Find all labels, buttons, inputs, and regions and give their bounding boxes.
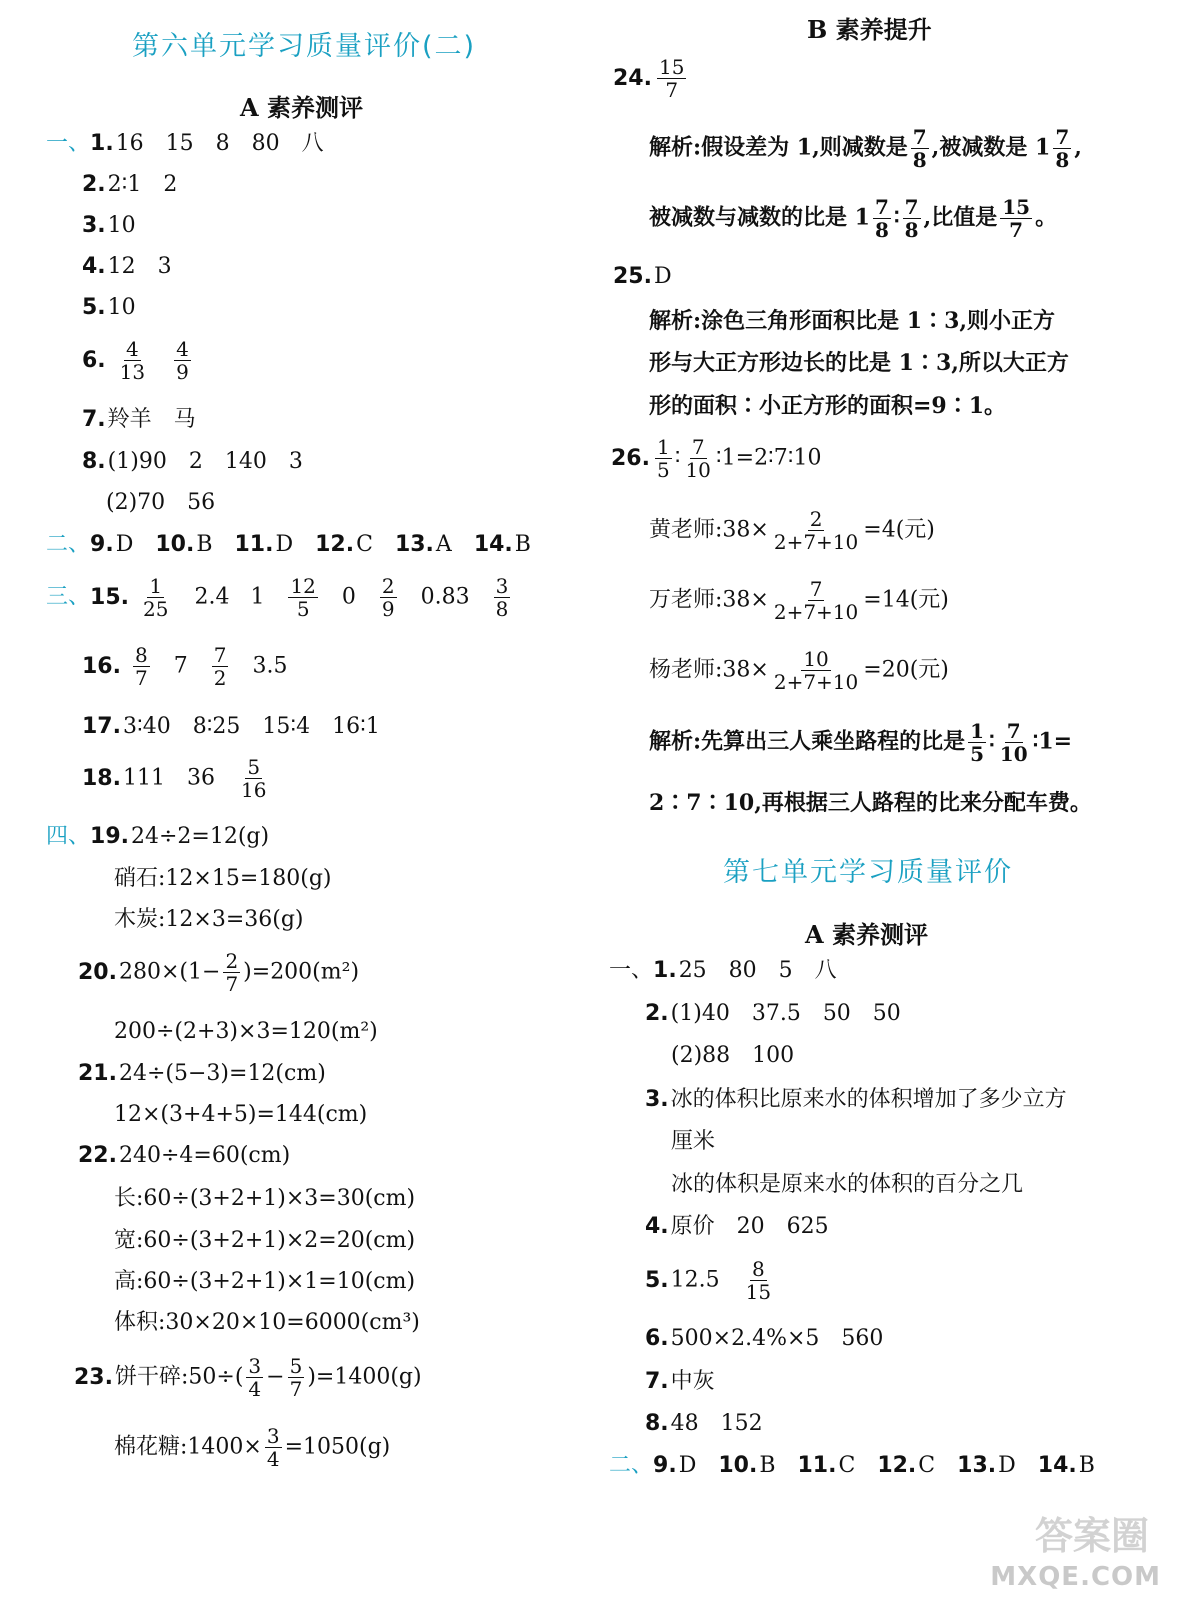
- question-number: 13.: [957, 1453, 997, 1478]
- question-number: 8.: [82, 449, 106, 474]
- answer-2: [82, 171, 177, 199]
- question-number: 14.: [1037, 1453, 1077, 1478]
- fraction: $\frac{8}{15}$: [745, 1257, 772, 1304]
- question-number: 12.: [877, 1453, 917, 1478]
- answer-4: [645, 1213, 829, 1241]
- question-number: 26.: [611, 445, 650, 471]
- answer-text: ∶1=2∶7∶10: [715, 445, 822, 471]
- answer-19-line-2: 硝石:12×15=180(g): [114, 866, 332, 891]
- answer-16: [82, 644, 287, 689]
- question-number: 16.: [82, 653, 121, 679]
- answer-25-explanation-3: 形的面积∶小正方形的面积=9∶1。: [649, 393, 1007, 419]
- fraction: $\frac{3}{4}$: [248, 1354, 262, 1401]
- question-number: 10.: [155, 532, 195, 557]
- answer-text: 25 80 5 八: [678, 958, 837, 983]
- question-number: 5.: [645, 1267, 669, 1293]
- question-number: 8.: [645, 1411, 669, 1436]
- explanation-text: 解析:先算出三人乘坐路程的比是: [649, 728, 966, 755]
- answer-26-teacher-yang: [649, 648, 949, 693]
- fraction: $\frac{5}{16}$: [240, 755, 267, 802]
- explanation-text: 解析:假设差为 1,则减数是: [649, 134, 908, 161]
- fraction: $\frac{15}{7}$: [658, 55, 685, 102]
- fraction: $\frac{2}{2+7+10}$: [773, 507, 859, 554]
- question-number: 1.: [653, 958, 677, 983]
- explanation-text: ∶: [893, 204, 900, 231]
- question-number: 14.: [473, 532, 513, 557]
- answer-text: 280×(1−: [118, 959, 221, 985]
- answer-text: (1)90 2 140 3: [107, 449, 303, 474]
- answer-text: D: [653, 264, 672, 289]
- answer-1: [609, 957, 837, 985]
- answer-text: 杨老师:38×: [649, 657, 769, 683]
- answer-20: [78, 950, 359, 995]
- question-number: 7.: [645, 1369, 669, 1394]
- section-number: 二、: [46, 532, 91, 557]
- answer-text: 2.4: [194, 584, 230, 610]
- answer-row-section-2: [46, 531, 531, 559]
- explanation-text: 。: [1035, 204, 1058, 231]
- answer-text: 24÷(5−3)=12(cm): [118, 1061, 326, 1086]
- question-number: 2.: [645, 1001, 669, 1026]
- answer-7: [645, 1368, 715, 1396]
- question-number: 3.: [645, 1087, 669, 1112]
- answer-24-explanation-2: [649, 196, 1057, 241]
- question-number: 4.: [645, 1214, 669, 1239]
- answer-text: B: [514, 532, 531, 557]
- answer-text: (1)40 37.5 50 50: [670, 1001, 901, 1026]
- answer-22-line-3: 宽:60÷(3+2+1)×2=20(cm): [114, 1228, 416, 1253]
- answer-19: [46, 823, 269, 851]
- fraction: $\frac{8}{7}$: [134, 643, 148, 690]
- answer-text: 中灰: [670, 1369, 715, 1394]
- question-number: 25.: [613, 264, 652, 289]
- fraction: $\frac{7}{8}$: [874, 195, 889, 242]
- answer-text: =14(元): [863, 587, 949, 613]
- answer-3-line-3: 冰的体积是原来水的体积的百分之几: [671, 1172, 1024, 1197]
- answer-text: 2∶1 2: [107, 172, 178, 197]
- answer-17: [82, 713, 380, 741]
- answer-18: [82, 756, 271, 801]
- question-number: 10.: [718, 1453, 758, 1478]
- explanation-text: ,: [1074, 134, 1082, 161]
- answer-text: C: [356, 532, 373, 557]
- explanation-text: ∶1=: [1032, 728, 1073, 755]
- answer-text: B: [196, 532, 213, 557]
- section-a-heading: A 素养测评: [240, 93, 363, 122]
- fraction: $\frac{7}{10}$: [685, 435, 711, 482]
- question-number: 2.: [82, 172, 106, 197]
- answer-text: D: [998, 1453, 1016, 1478]
- answer-text: 黄老师:38×: [649, 517, 769, 543]
- answer-22-line-2: 长:60÷(3+2+1)×3=30(cm): [114, 1186, 416, 1211]
- question-number: 9.: [653, 1453, 677, 1478]
- answer-text: D: [275, 532, 294, 557]
- answer-3: [645, 1086, 1067, 1114]
- fraction: $\frac{12}{5}$: [290, 574, 316, 621]
- answer-21-line-2: 12×(3+4+5)=144(cm): [114, 1102, 368, 1127]
- answer-8-part-2: (2)70 56: [106, 490, 216, 515]
- explanation-text: ,被减数是 1: [931, 134, 1051, 161]
- fraction: $\frac{7}{8}$: [912, 125, 927, 172]
- question-number: 20.: [78, 959, 117, 985]
- fraction: $\frac{7}{8}$: [1055, 125, 1070, 172]
- answer-text: B: [1078, 1453, 1095, 1478]
- answer-3: [82, 212, 136, 240]
- question-number: 1.: [90, 131, 114, 156]
- answer-21: [78, 1060, 326, 1088]
- answer-2-part-2: (2)88 100: [671, 1043, 795, 1068]
- question-number: 7.: [82, 407, 106, 432]
- question-number: 19.: [90, 824, 129, 849]
- section-number: 一、: [46, 131, 91, 156]
- question-number: 6.: [82, 347, 106, 373]
- answer-row-section-2: [609, 1452, 1095, 1480]
- question-number: 22.: [78, 1143, 117, 1168]
- answer-23-line-2: [114, 1425, 390, 1470]
- answer-26: [611, 436, 822, 481]
- watermark-url: MXQE.COM: [990, 1562, 1161, 1592]
- answer-26-teacher-huang: [649, 508, 935, 553]
- answer-text: D: [678, 1453, 697, 1478]
- answer-text: 500×2.4%×5 560: [670, 1326, 884, 1351]
- answer-15: [46, 575, 513, 620]
- answer-text: 3∶40 8∶25 15∶4 16∶1: [122, 714, 380, 739]
- answer-23: [74, 1355, 422, 1400]
- section-number: 二、: [609, 1453, 654, 1478]
- fraction: $\frac{1}{5}$: [656, 435, 670, 482]
- section-b-heading: B 素养提升: [807, 15, 932, 44]
- answer-8: [645, 1410, 763, 1438]
- answer-5: [82, 294, 136, 322]
- fraction: $\frac{2}{7}$: [225, 949, 239, 996]
- fraction: $\frac{4}{13}$: [119, 337, 146, 384]
- fraction: $\frac{3}{8}$: [495, 574, 509, 621]
- answer-25: [613, 263, 672, 291]
- question-number: 11.: [234, 532, 274, 557]
- answer-6: [645, 1325, 883, 1353]
- section-a-heading: A 素养测评: [805, 920, 928, 949]
- answer-8: [82, 448, 303, 476]
- answer-text: 10: [107, 295, 136, 320]
- answer-text: −: [266, 1364, 285, 1390]
- explanation-text: 被减数与减数的比是 1: [649, 204, 870, 231]
- fraction: $\frac{7}{10}$: [999, 719, 1028, 766]
- answer-text: 棉花糖:1400×: [114, 1434, 262, 1460]
- answer-25-explanation-2: 形与大正方形边长的比是 1∶3,所以大正方: [649, 350, 1069, 376]
- answer-text: 羚羊 马: [107, 407, 196, 432]
- answer-text: =20(元): [863, 657, 949, 683]
- question-number: 23.: [74, 1364, 113, 1390]
- unit-7-title: 第七单元学习质量评价: [723, 857, 1013, 888]
- answer-2: [645, 1000, 901, 1028]
- section-number: 三、: [46, 584, 91, 610]
- answer-22: [78, 1142, 290, 1170]
- answer-4: [82, 253, 172, 281]
- explanation-text: ,比值是: [923, 204, 998, 231]
- answer-text: A: [435, 532, 452, 557]
- fraction: $\frac{5}{7}$: [289, 1354, 303, 1401]
- answer-text: ∶: [674, 445, 681, 471]
- answer-text: C: [918, 1453, 936, 1478]
- answer-text: 7: [173, 653, 188, 679]
- question-number: 5.: [82, 295, 106, 320]
- explanation-text: ∶: [989, 728, 995, 755]
- question-number: 3.: [82, 213, 106, 238]
- watermark-logo: 答案圈: [1034, 1514, 1149, 1558]
- answer-text: =4(元): [863, 517, 935, 543]
- answer-text: 12.5: [670, 1267, 720, 1293]
- question-number: 4.: [82, 254, 106, 279]
- question-number: 15.: [90, 584, 129, 610]
- fraction: $\frac{1}{5}$: [970, 719, 985, 766]
- answer-text: 111 36: [122, 765, 215, 791]
- question-number: 13.: [394, 532, 434, 557]
- fraction: $\frac{7}{8}$: [904, 195, 919, 242]
- answer-text: C: [838, 1453, 856, 1478]
- answer-24-explanation-1: [649, 126, 1082, 171]
- answer-text: )=1400(g): [307, 1364, 422, 1390]
- answer-text: 3.5: [252, 653, 288, 679]
- question-number: 21.: [78, 1061, 117, 1086]
- fraction: $\frac{3}{4}$: [266, 1424, 280, 1471]
- answer-20-line-2: 200÷(2+3)×3=120(m²): [114, 1019, 378, 1044]
- question-number: 11.: [797, 1453, 837, 1478]
- answer-text: 0.83: [420, 584, 470, 610]
- fraction: $\frac{4}{9}$: [176, 337, 189, 384]
- answer-3-line-2: 厘米: [671, 1129, 716, 1154]
- question-number: 18.: [82, 765, 121, 791]
- answer-26-explanation-1: [649, 720, 1072, 765]
- answer-text: 12 3: [107, 254, 172, 279]
- answer-22-line-5: 体积:30×20×10=6000(cm³): [114, 1310, 420, 1335]
- answer-text: 24÷2=12(g): [131, 824, 270, 849]
- fraction: $\frac{15}{7}$: [1002, 195, 1031, 242]
- answer-1: [46, 130, 324, 158]
- answer-6: [82, 338, 194, 383]
- fraction: $\frac{1}{25}$: [143, 574, 169, 621]
- answer-text: 万老师:38×: [649, 587, 769, 613]
- answer-text: 10: [107, 213, 136, 238]
- answer-text: 240÷4=60(cm): [118, 1143, 291, 1168]
- question-number: 9.: [90, 532, 114, 557]
- answer-7: [82, 406, 196, 434]
- answer-text: 饼干碎:50÷(: [114, 1364, 244, 1390]
- answer-text: 冰的体积比原来水的体积增加了多少立方: [670, 1087, 1067, 1112]
- section-number: 一、: [609, 958, 654, 983]
- fraction: $\frac{7}{2+7+10}$: [773, 577, 859, 624]
- fraction: $\frac{10}{2+7+10}$: [773, 647, 859, 694]
- answer-text: 16 15 8 80 八: [115, 131, 324, 156]
- answer-26-explanation-2: 2∶7∶10,再根据三人路程的比来分配车费。: [649, 790, 1092, 816]
- answer-text: 1: [250, 584, 265, 610]
- answer-text: 原价 20 625: [670, 1214, 829, 1239]
- question-number: 24.: [613, 65, 652, 91]
- question-number: 12.: [315, 532, 355, 557]
- section-number: 四、: [46, 824, 91, 849]
- answer-26-teacher-wan: [649, 578, 949, 623]
- answer-24: [613, 56, 689, 101]
- answer-5: [645, 1258, 776, 1303]
- answer-text: B: [759, 1453, 776, 1478]
- answer-text: 0: [341, 584, 356, 610]
- unit-6-title: 第六单元学习质量评价(二): [132, 31, 477, 62]
- answer-text: D: [115, 532, 134, 557]
- answer-text: 48 152: [670, 1411, 763, 1436]
- answer-25-explanation-1: 解析:涂色三角形面积比是 1∶3,则小正方: [649, 308, 1056, 334]
- answer-22-line-4: 高:60÷(3+2+1)×1=10(cm): [114, 1269, 416, 1294]
- answer-text: )=200(m²): [243, 959, 360, 985]
- question-number: 6.: [645, 1326, 669, 1351]
- fraction: $\frac{2}{9}$: [381, 574, 395, 621]
- answer-19-line-3: 木炭:12×3=36(g): [114, 907, 304, 932]
- answer-text: =1050(g): [284, 1434, 391, 1460]
- question-number: 17.: [82, 714, 121, 739]
- fraction: $\frac{7}{2}$: [213, 643, 227, 690]
